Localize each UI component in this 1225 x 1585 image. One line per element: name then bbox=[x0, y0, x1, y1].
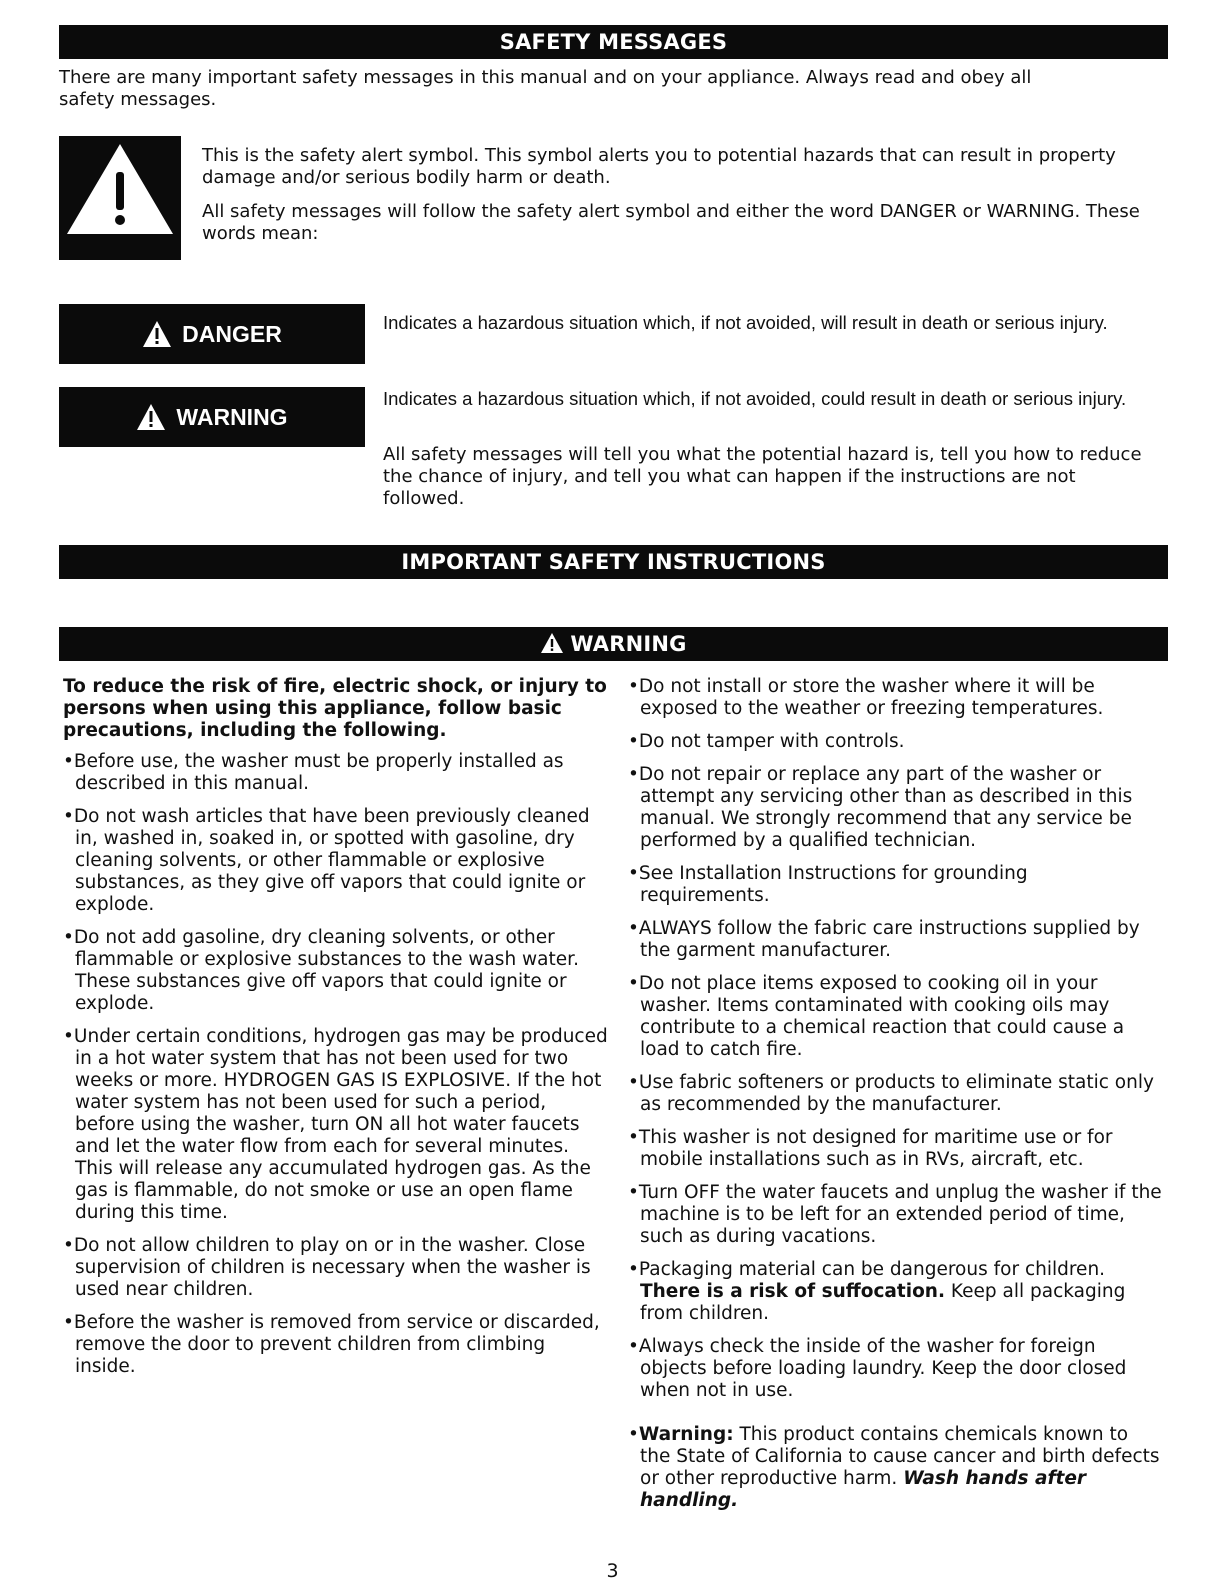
danger-definition: Indicates a hazardous situation which, if not avoided, will result in death or serious injury. bbox=[383, 312, 1108, 333]
instructions-lead: To reduce the risk of fire, electric shock, or injury to persons when using this appliance, follow basic precautions, including the following. bbox=[63, 676, 607, 741]
warning-triangle-icon bbox=[136, 403, 166, 431]
warning-label: WARNING bbox=[176, 403, 288, 430]
prop65-text: This product contains chemicals known to the State of California to cause cancer and birth defects or other reproductive harm. bbox=[640, 1424, 1160, 1489]
list-item: • Do not allow children to play on or in the washer. Close supervision of children is necessary when the washer is used near children. bbox=[63, 1235, 608, 1301]
packaging-text: Packaging material can be dangerous for children. bbox=[638, 1259, 1106, 1280]
danger-label: DANGER bbox=[182, 320, 282, 347]
all-messages-text: All safety messages will tell you what the potential hazard is, tell you how to reduce the chance of injury, and tell you what can happen if the instructions are not followed. bbox=[383, 444, 1142, 509]
packaging-item bbox=[628, 1259, 1163, 1325]
suffocation-risk: There is a risk of suffocation. bbox=[640, 1281, 946, 1302]
list-item: • Do not place items exposed to cooking oil in your washer. Items contaminated with cooking oils may contribute to a chemical reaction that could cause a load to catch fire. bbox=[628, 973, 1163, 1061]
page-number: 3 bbox=[606, 1560, 619, 1582]
list-item: • Do not wash articles that have been previously cleaned in, washed in, soaked in, or spotted with gasoline, dry cleaning solvents, or other flammable or explosive substances, as they give off vapors that could ignite or explode. bbox=[63, 806, 608, 916]
alert-description: This is the safety alert symbol. This symbol alerts you to potential hazards that can result in property damage and/or serious bodily harm or death. bbox=[202, 145, 1116, 188]
warning-triangle-icon bbox=[540, 632, 564, 654]
safety-alert-symbol-icon bbox=[59, 136, 181, 260]
warning-bar bbox=[59, 627, 1168, 661]
list-item: • Turn OFF the water faucets and unplug the washer if the machine is to be left for an extended period of time, such as during vacations. bbox=[628, 1182, 1163, 1248]
list-item: • Do not tamper with controls. bbox=[628, 731, 1163, 753]
list-item: • Do not install or store the washer where it will be exposed to the weather or freezing temperatures. bbox=[628, 676, 1163, 720]
list-item: • Always check the inside of the washer for foreign objects before loading laundry. Keep the door closed when not in use. bbox=[628, 1336, 1163, 1402]
warning-label-box bbox=[59, 387, 365, 447]
prop65-label: Warning: bbox=[638, 1424, 734, 1445]
instructions-right-column bbox=[628, 676, 1163, 1523]
list-item: • This washer is not designed for maritime use or for mobile installations such as in RVs, aircraft, etc. bbox=[628, 1127, 1163, 1171]
list-item: • Before use, the washer must be properly installed as described in this manual. bbox=[63, 751, 608, 795]
list-item: • Before the washer is removed from service or discarded, remove the door to prevent children from climbing inside. bbox=[63, 1312, 608, 1378]
list-item: • Use fabric softeners or products to eliminate static only as recommended by the manufacturer. bbox=[628, 1072, 1163, 1116]
instructions-left-column bbox=[63, 676, 608, 1389]
safety-intro: There are many important safety messages in this manual and on your appliance. Always read and obey all safety messages. bbox=[59, 67, 1032, 110]
danger-label-box bbox=[59, 304, 365, 364]
signal-words-description: All safety messages will follow the safety alert symbol and either the word DANGER or WARNING. These words mean: bbox=[202, 201, 1140, 244]
list-item: • Do not repair or replace any part of the washer or attempt any servicing other than as described in this manual. We strongly recommend that any service be performed by a qualified technician. bbox=[628, 764, 1163, 852]
packaging-text-end: Keep all packaging from children. bbox=[640, 1281, 1126, 1324]
list-item: • Under certain conditions, hydrogen gas may be produced in a hot water system that has not been used for two weeks or more. HYDROGEN GAS IS EXPLOSIVE. If the hot water system has not been used for such a period, before using the washer, turn ON all hot water faucets and let the water flow from each for several minutes. This will release any accumulated hydrogen gas. As the gas is flammable, do not smoke or use an open flame during this time. bbox=[63, 1026, 608, 1224]
list-item: • Do not add gasoline, dry cleaning solvents, or other flammable or explosive substances to the wash water. These substances give off vapors that could ignite or explode. bbox=[63, 927, 608, 1015]
list-item: • See Installation Instructions for grounding requirements. bbox=[628, 863, 1163, 907]
warning-definition: Indicates a hazardous situation which, if not avoided, could result in death or serious injury. bbox=[383, 388, 1127, 409]
important-instructions-heading: IMPORTANT SAFETY INSTRUCTIONS bbox=[59, 545, 1168, 579]
wash-hands-note: Wash hands after handling. bbox=[640, 1468, 1087, 1511]
warning-bar-label: WARNING bbox=[570, 632, 687, 656]
warning-triangle-icon bbox=[142, 320, 172, 348]
list-item: • ALWAYS follow the fabric care instructions supplied by the garment manufacturer. bbox=[628, 918, 1163, 962]
prop65-warning bbox=[628, 1424, 1163, 1512]
safety-messages-heading: SAFETY MESSAGES bbox=[59, 25, 1168, 59]
